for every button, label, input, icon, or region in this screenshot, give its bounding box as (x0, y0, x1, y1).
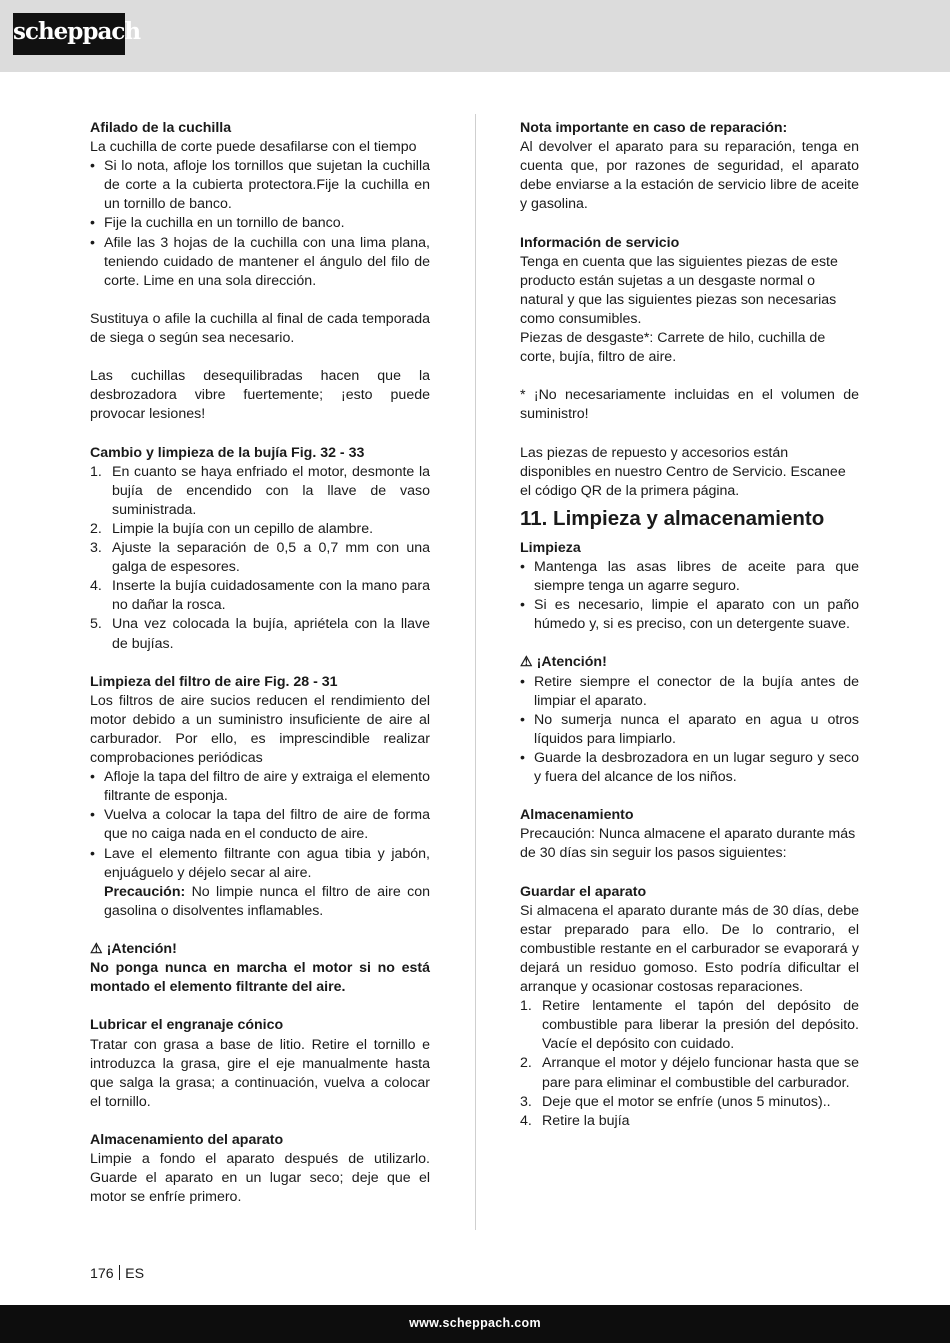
list-item: • Fije la cuchilla en un tornillo de banco. (90, 214, 430, 233)
page-separator (119, 1265, 121, 1280)
list-item: • Mantenga las asas libres de aceite para que siempre tenga un agarre seguro. (520, 558, 859, 595)
heading-afilado: Afilado de la cuchilla (90, 120, 232, 136)
bullet-marker: • (90, 845, 95, 862)
bullet-marker: • (520, 673, 525, 690)
section-title: 11. Limpieza y almacenamiento (520, 506, 825, 530)
list-item: 2. Limpie la bujía con un cepillo de alambre. (90, 520, 374, 537)
list-item: 4. Inserte la bujía cuidadosamente con la mano para no dañar la rosca. (90, 578, 430, 614)
brand-logo-text: scheppach (13, 18, 141, 45)
heading-almacenamiento-aparato: Almacenamiento del aparato (90, 1131, 284, 1148)
footer-band (0, 1305, 950, 1343)
numbered-list (90, 463, 430, 654)
bullet-marker: • (90, 769, 95, 786)
paragraph: Al devolver el aparato para su reparación, tenga en cuenta que, por razones de seguridad, el aparato debe enviarse a la estación de servicio libre de aceite y gasolina. (520, 139, 859, 213)
paragraph: Piezas de desgaste*: Carrete de hilo, cuchilla de corte, bujía, filtro de aire. (520, 330, 826, 366)
paragraph: Sustituya o afile la cuchilla al final de cada temporada de siega o según sea necesario. (90, 310, 430, 347)
heading-almacenamiento: Almacenamiento (520, 807, 634, 824)
bullet-marker: • (90, 158, 95, 175)
list-item: • Afile las 3 hojas de la cuchilla con una lima plana, teniendo cuidado de mantener el ángulo del filo de corte. Lime en una sola dirección. (90, 234, 430, 289)
list-item: 1. Retire lentamente el tapón del depósito de combustible para liberar la presión del depósito. Vacíe el depósito con cuidado. (520, 998, 859, 1053)
list-item: 3. Ajuste la separación de 0,5 a 0,7 mm con una galga de espesores. (90, 540, 430, 576)
paragraph: Tratar con grasa a base de litio. Retire el tornillo e introduzca la grasa, gire el eje manualmente hasta que salga la grasa; a continuación, vuelva a colocar el tornillo. (90, 1036, 430, 1110)
heading-nota: Nota importante en caso de reparación: (520, 120, 788, 136)
warning-text: No ponga nunca en marcha el motor si no está montado el elemento filtrante del aire. (90, 960, 430, 996)
bullet-marker: • (520, 749, 525, 766)
list-item: 4. Retire la bujía (520, 1112, 630, 1129)
paragraph: Tenga en cuenta que las siguientes piezas de este producto están sujetas a un desgaste normal o natural y que las siguientes piezas son necesarias como consumibles. (520, 253, 838, 327)
brand-logo[interactable] (13, 13, 141, 55)
list-item: 5. Una vez colocada la bujía, apriétela con la llave de bujías. (90, 616, 430, 652)
bullet-list (520, 558, 859, 634)
bullet-marker: • (520, 711, 525, 728)
paragraph: Precaución: Nunca almacene el aparato durante más de 30 días sin seguir los pasos siguientes: (520, 826, 856, 862)
list-item: • Si lo nota, afloje los tornillos que sujetan la cuchilla de corte a la cubierta protectora.Fije la cuchilla en un tornillo de banco. (90, 158, 430, 213)
caution-label: Precaución: (104, 883, 186, 900)
list-item: • Lave el elemento filtrante con agua tibia y jabón, enjuáguelo y déjelo secar al aire. Precaución: No limpie nunca el filtro de aire con gasolina o disolventes inflamables. (90, 845, 430, 919)
list-item: • No sumerja nunca el aparato en agua u otros líquidos para limpiarlo. (520, 711, 859, 747)
page-number: 176 ES (90, 1266, 145, 1282)
paragraph: Las cuchillas desequilibradas hacen que la desbrozadora vibre fuertemente; ¡esto puede provocar lesiones! (90, 368, 430, 423)
right-column (520, 119, 859, 1131)
list-item: • Retire siempre el conector de la bujía antes de limpiar el aparato. (520, 673, 859, 709)
bullet-list (520, 673, 859, 788)
left-column (90, 119, 430, 1207)
numbered-list (520, 997, 859, 1131)
paragraph: Las piezas de repuesto y accesorios están disponibles en nuestro Centro de Servicio. Escanee el código QR de la primera página. (520, 444, 846, 499)
paragraph: Limpie a fondo el aparato después de utilizarlo. Guarde el aparato en un lugar seco; deje que el motor se enfríe primero. (90, 1151, 430, 1206)
bullet-marker: • (90, 234, 95, 251)
list-item: • Vuelva a colocar la tapa del filtro de aire de forma que no caiga nada en el conducto de aire. (90, 807, 430, 843)
bullet-marker: • (90, 215, 95, 232)
heading-limpieza: Limpieza (520, 539, 581, 556)
footnote: * ¡No necesariamente incluidas en el volumen de suministro! (520, 387, 859, 423)
heading-guardar: Guardar el aparato (520, 883, 647, 900)
bullet-marker: • (520, 558, 525, 575)
paragraph: La cuchilla de corte puede desafilarse con el tiempo (90, 139, 417, 156)
list-item: 3. Deje que el motor se enfríe (unos 5 minutos).. (520, 1093, 831, 1110)
warning-heading: ⚠ ¡Atención! (520, 654, 607, 671)
header-band (0, 0, 950, 72)
list-item: • Si es necesario, limpie el aparato con un paño húmedo y, si es preciso, con un detergente suave. (520, 597, 859, 633)
bullet-list (90, 157, 430, 291)
warning-heading: ⚠ ¡Atención! (90, 941, 177, 958)
column-divider (475, 114, 476, 1230)
bullet-marker: • (520, 597, 525, 614)
list-item: 2. Arranque el motor y déjelo funcionar hasta que se pare para eliminar el combustible del carburador. (520, 1055, 859, 1091)
list-item: 1. En cuanto se haya enfriado el motor, desmonte la bujía de encendido con la llave de vaso suministrada. (90, 463, 430, 518)
website-link[interactable]: www.scheppach.com (409, 1316, 541, 1330)
list-item: • Afloje la tapa del filtro de aire y extraiga el elemento filtrante de esponja. (90, 769, 430, 805)
list-item: • Guarde la desbrozadora en un lugar seguro y seco y fuera del alcance de los niños. (520, 749, 859, 785)
heading-lubricar: Lubricar el engranaje cónico (90, 1017, 284, 1034)
bullet-list (90, 768, 430, 921)
paragraph: Los filtros de aire sucios reducen el rendimiento del motor debido a un suministro insuficiente de aire al carburador. Por ello, es imprescindible realizar comprobaciones periódicas (90, 692, 430, 767)
heading-filtro: Limpieza del filtro de aire Fig. 28 - 31 (90, 673, 338, 690)
bullet-marker: • (90, 807, 95, 824)
heading-bujia: Cambio y limpieza de la bujía Fig. 32 - 33 (90, 444, 365, 461)
paragraph: Si almacena el aparato durante más de 30 días, debe estar preparado para ello. De lo contrario, el combustible restante en el carburador se evaporará y dejará un residuo gomoso. Esto podría dificultar el arranque y ocasionar costosas reparaciones. (520, 902, 859, 996)
heading-servicio: Información de servicio (520, 234, 680, 251)
